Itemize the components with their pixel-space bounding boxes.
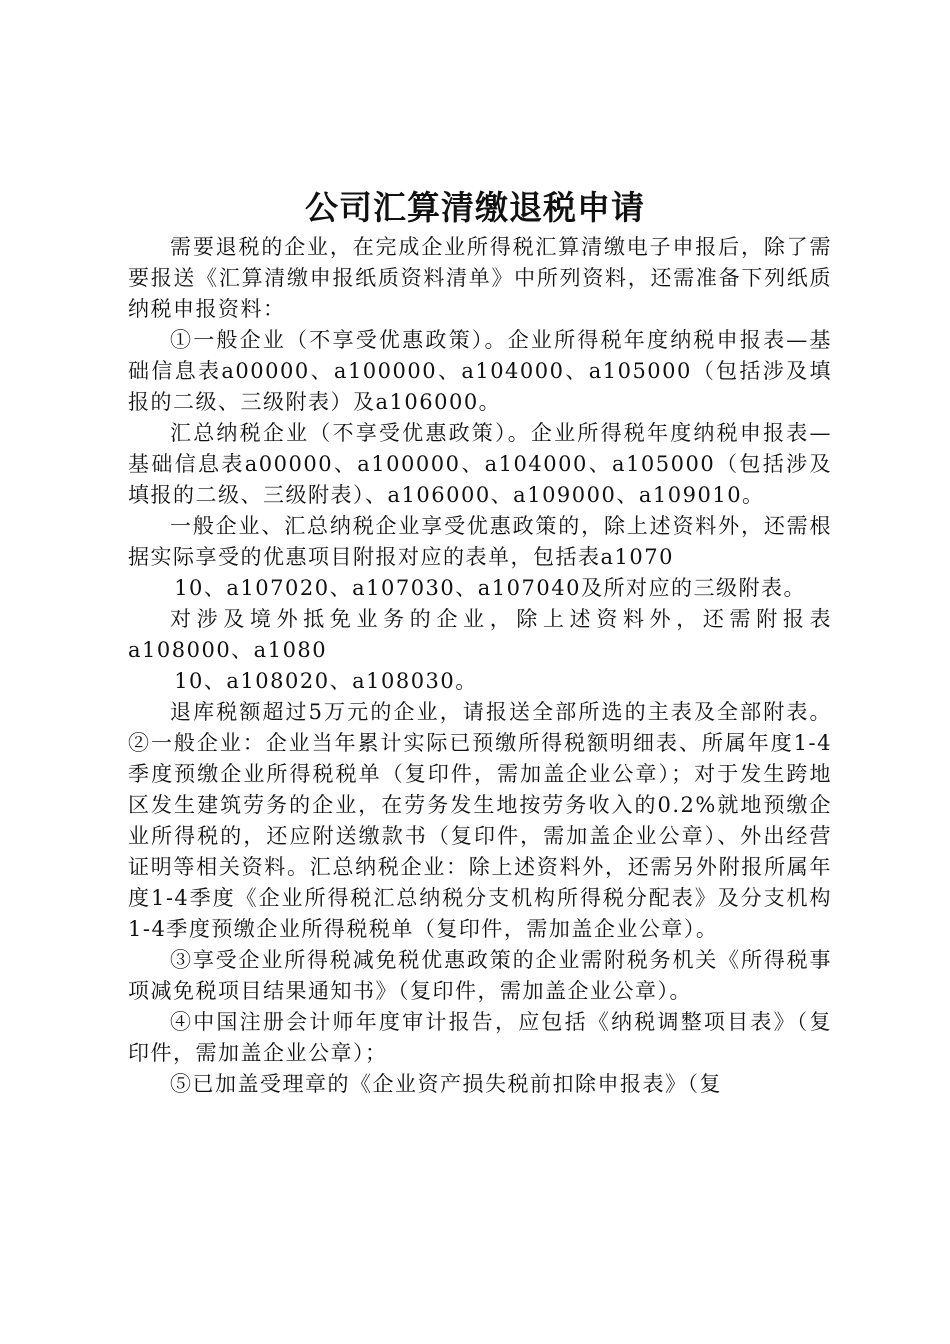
paragraph-preferential-policy: 一般企业、汇总纳税企业享受优惠政策的，除上述资料外，还需根据实际享受的优惠项目附报对应的表单，包括表a1070	[128, 514, 832, 569]
paragraph-audit-report: ④中国注册会计师年度审计报告，应包括《纳税调整项目表》（复印件，需加盖企业公章）；	[128, 1010, 832, 1065]
paragraph-refund-over-limit: 退库税额超过5万元的企业，请报送全部所选的主表及全部附表。②一般企业：企业当年累计实际已预缴所得税额明细表、所属年度1-4季度预缴企业所得税税单（复印件，需加盖企业公章）；对于发生跨地区发生建筑劳务的企业，在劳务发生地按劳务收入的0.2%就地预缴企业所得税的，还应附送缴款书（复印件，需加盖企业公章）、外出经营证明等相关资料。汇总纳税企业：除上述资料外，还需另外附报所属年度1-4季度《企业所得税汇总纳税分支机构所得税分配表》及分支机构1-4季度预缴企业所得税税单（复印件，需加盖企业公章）。	[128, 700, 832, 941]
document-title: 公司汇算清缴退税申请	[305, 188, 645, 227]
paragraph-consolidated-enterprise: 汇总纳税企业（不享受优惠政策）。企业所得税年度纳税申报表—基础信息表a00000、a100000、a104000、a105000（包括涉及填报的二级、三级附表）、a106000、a109000、a109010。	[128, 421, 832, 507]
paragraph-tax-exemption: ③享受企业所得税减免税优惠政策的企业需附税务机关《所得税事项减免税项目结果通知书》（复印件，需加盖企业公章）。	[128, 948, 832, 1003]
paragraph-general-enterprise: ①一般企业（不享受优惠政策）。企业所得税年度纳税申报表—基础信息表a00000、a100000、a104000、a105000（包括涉及填报的二级、三级附表）及a106000。	[128, 328, 832, 414]
paragraph-intro: 需要退税的企业，在完成企业所得税汇算清缴电子申报后，除了需要报送《汇算清缴申报纸质资料清单》中所列资料，还需准备下列纸质纳税申报资料：	[128, 235, 832, 321]
document-body	[128, 232, 832, 1100]
paragraph-foreign-credit: 对涉及境外抵免业务的企业，除上述资料外，还需附报表a108000、a1080	[128, 607, 832, 662]
paragraph-asset-loss: ⑤已加盖受理章的《企业资产损失税前扣除申报表》（复	[170, 1072, 722, 1096]
paragraph-foreign-credit-cont: 10、a108020、a108030。	[174, 669, 478, 693]
paragraph-preferential-policy-cont: 10、a107020、a107030、a107040及所对应的三级附表。	[174, 576, 806, 600]
